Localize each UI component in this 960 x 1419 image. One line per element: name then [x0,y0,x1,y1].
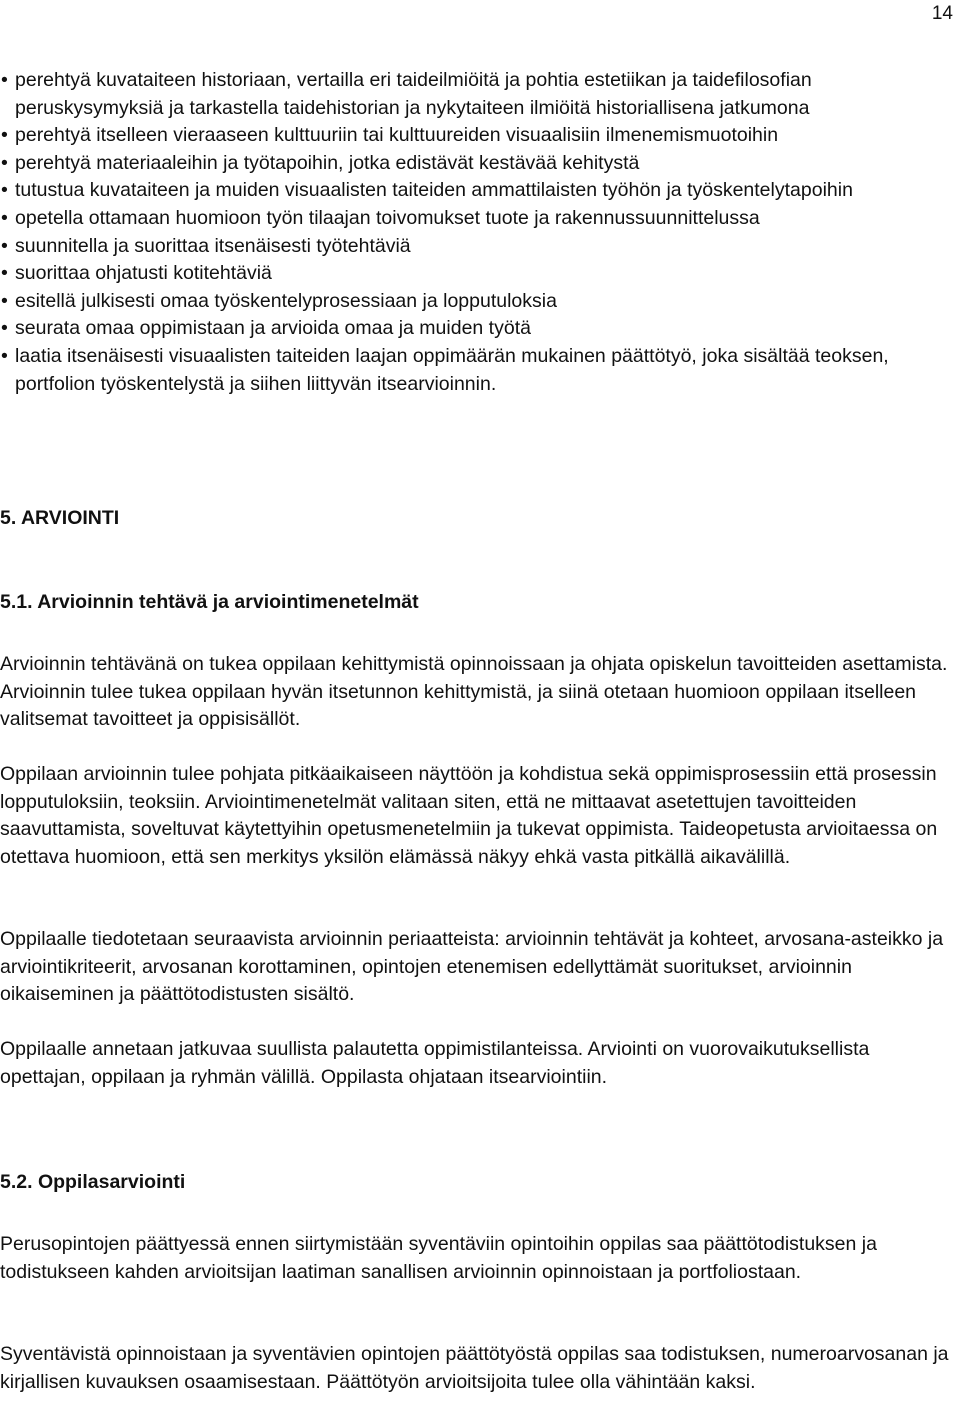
list-item [0,122,952,150]
bullet-icon: • [1,69,8,91]
paragraph: Oppilaan arvioinnin tulee pohjata pitkäaikaiseen näyttöön ja kohdistua sekä oppimisprosessiin että prosessin lopputuloksiin, teoksiin. Arviointimenetelmät valitaan siten, että ne mittaavat asetettujen tavoitteiden saavuttamista, soveltuvat käytettyihin opetusmenetelmiin ja tukevat oppimista. Taideopetusta arvioitaessa on otettava huomioon, että sen merkitys yksilön elämässä näkyy ehkä vasta pitkällä aikavälillä. [0,763,938,868]
paragraph: Perusopintojen päättyessä ennen siirtymistään syventäviin opintoihin oppilas saa päättötodistuksen ja todistukseen kahden arvioitsijan laatiman sanallisen arvioinnin opinnoistaan ja portfoliostaan. [0,1233,877,1283]
list-item-text: opetella ottamaan huomioon työn tilaajan toivomukset tuote ja rakennussuunnittelussa [15,206,760,229]
bullet-icon: • [1,206,8,229]
paragraph: Oppilaalle annetaan jatkuvaa suullista palautetta oppimistilanteissa. Arviointi on vuorovaikutuksellista opettajan, oppilaan ja ryhmän välillä. Oppilasta ohjataan itsearviointiin. [0,1038,870,1088]
list-item [0,315,952,343]
bullet-icon: • [1,151,8,174]
list-item-text: seurata omaa oppimistaan ja arvioida omaa ja muiden työtä [15,317,531,340]
list-item [0,260,952,288]
section-heading-arviointi: 5. ARVIOINTI [0,507,120,529]
list-item-text: suorittaa ohjatusti kotitehtäviä [15,262,272,285]
list-item-text: suunnitella ja suorittaa itsenäisesti työtehtäviä [15,234,411,257]
list-item [0,150,952,178]
list-item-text: perehtyä itselleen vieraaseen kulttuuriin tai kulttuureiden visuaalisiin ilmenemismuotoihin [15,124,779,147]
page-number: 14 [931,3,953,24]
bullet-icon: • [1,179,8,202]
paragraph: Oppilaalle tiedotetaan seuraavista arvioinnin periaatteista: arvioinnin tehtävät ja kohteet, arvosana-asteikko ja arviointikriteerit, arvosanan korottaminen, opintojen etenemisen edellyttämät suoritukset, arvioinnin oikaiseminen ja päättötodistusten sisältö. [0,928,944,1006]
section-heading-arvioinnin-tehtava: 5.1. Arvioinnin tehtävä ja arviointimenetelmät [0,591,419,613]
paragraph: Arvioinnin tehtävänä on tukea oppilaan kehittymistä opinnoissaan ja ohjata opiskelun tavoitteiden asettamista. Arvioinnin tulee tukea oppilaan hyvän itsetunnon kehittymistä, ja siinä otetaan huomioon oppilaan itselleen valitsemat tavoitteet ja oppisisällöt. [0,653,948,731]
list-item-text: tutustua kuvataiteen ja muiden visuaalisten taiteiden ammattilaisten työhön ja työskentelytapoihin [15,179,853,202]
list-item-text: perehtyä kuvataiteen historiaan, vertailla eri taideilmiöitä ja pohtia estetiikan ja taidefilosofian peruskysymyksiä ja tarkastella taidehistorian ja nykytaiteen ilmiöitä historiallisena jatkumona [15,69,812,119]
section-heading-oppilasarviointi: 5.2. Oppilasarviointi [0,1171,186,1193]
list-item [0,67,952,122]
list-item-text: esitellä julkisesti omaa työskentelyprosessiaan ja lopputuloksia [15,289,557,312]
list-item [0,233,952,261]
bullet-icon: • [1,344,8,367]
list-item [0,177,952,205]
list-item [0,288,952,316]
list-item-text: perehtyä materiaaleihin ja työtapoihin, jotka edistävät kestävää kehitystä [15,151,640,174]
bullet-icon: • [1,317,8,340]
paragraph: Syventävistä opinnoistaan ja syventävien opintojen päättötyöstä oppilas saa todistuksen, numeroarvosanan ja kirjallisen kuvauksen osaamisestaan. Päättötyön arvioitsijoita tulee olla vähintään kaksi. [0,1343,949,1393]
list-item [0,343,952,398]
bullet-list [0,67,952,398]
bullet-icon: • [1,289,8,312]
list-item [0,205,952,233]
bullet-icon: • [1,234,8,257]
list-item-text: laatia itsenäisesti visuaalisten taiteiden laajan oppimäärän mukainen päättötyö, joka sisältää teoksen, portfolion työskentelystä ja siihen liittyvän itsearvioinnin. [15,344,889,395]
bullet-icon: • [1,262,8,285]
bullet-icon: • [1,124,8,147]
